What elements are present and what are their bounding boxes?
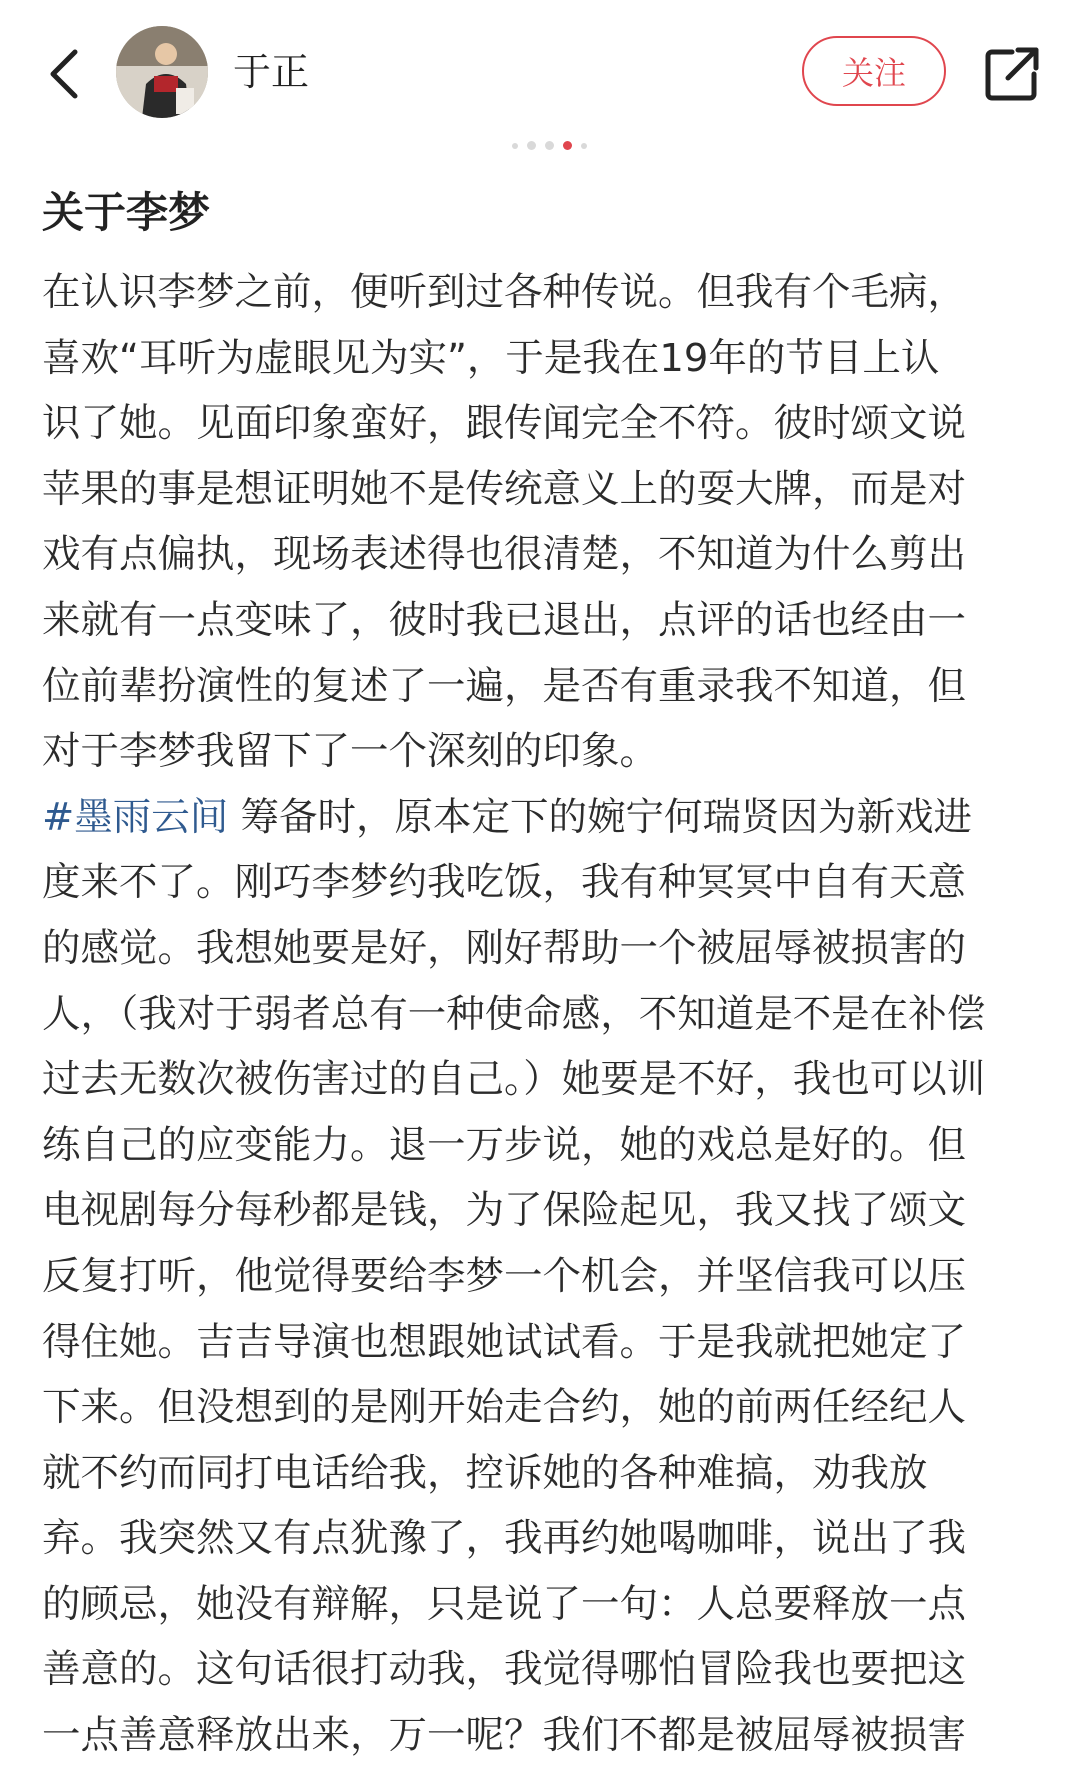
image-pager-dots [0, 141, 1080, 150]
back-button[interactable] [38, 38, 90, 110]
body-line: 喜欢“耳听为虚眼见为实”，于是我在19年的节目上认 [42, 335, 940, 381]
body-line-with-hashtag [42, 785, 1052, 851]
hashtag-link[interactable]: #墨雨云间 [42, 794, 229, 840]
body-line: 来就有一点变味了，彼时我已退出，点评的话也经由一 [42, 597, 967, 643]
share-external-icon [982, 44, 1042, 104]
body-line: 弃。我突然又有点犹豫了，我再约她喝咖啡，说出了我 [42, 1516, 967, 1562]
body-line: 人，（我对于弱者总有一种使命感，不知道是不是在补偿 [42, 991, 986, 1037]
pager-dot [512, 143, 518, 149]
body-line: 的顾忌，她没有辩解，只是说了一句：人总要释放一点 [42, 1581, 967, 1627]
body-line: 得住她。吉吉导演也想跟她试试看。于是我就把她定了 [42, 1319, 967, 1365]
avatar-image [116, 26, 208, 118]
body-line: 位前辈扮演性的复述了一遍，是否有重录我不知道，但 [42, 663, 967, 709]
body-line: 反复打听，他觉得要给李梦一个机会，并坚信我可以压 [42, 1253, 967, 1299]
body-line: 就不约而同打电话给我，控诉她的各种难搞，劝我放 [42, 1450, 928, 1496]
pager-dot-active [563, 141, 572, 150]
pager-dot [545, 141, 554, 150]
author-name[interactable]: 于正 [233, 50, 310, 94]
body-line: 在认识李梦之前，便听到过各种传说。但我有个毛病， [42, 270, 967, 315]
body-line: 善意的。这句话很打动我，我觉得哪怕冒险我也要把这 [42, 1647, 967, 1693]
body-line: 戏有点偏执，现场表述得也很清楚，不知道为什么剪出 [42, 532, 967, 578]
author-avatar[interactable] [116, 26, 208, 118]
post-body [42, 260, 1052, 1769]
share-button[interactable] [982, 44, 1042, 104]
chevron-left-icon [47, 48, 81, 100]
pager-dot [581, 143, 587, 149]
body-line: 对于李梦我留下了一个深刻的印象。 [42, 729, 659, 775]
pager-dot [527, 141, 536, 150]
body-line: 度来不了。刚巧李梦约我吃饭，我有种冥冥中自有天意 [42, 860, 967, 906]
body-line: 识了她。见面印象蛮好，跟传闻完全不符。彼时颂文说 [42, 401, 967, 447]
body-line: 苹果的事是想证明她不是传统意义上的耍大牌，而是对 [42, 466, 967, 512]
body-line: 下来。但没想到的是刚开始走合约，她的前两任经纪人 [42, 1385, 967, 1431]
body-line-text: 筹备时，原本定下的婉宁何瑞贤因为新戏进 [228, 794, 973, 840]
post-title: 关于李梦 [42, 188, 211, 237]
top-bar [0, 0, 1080, 140]
body-line: 过去无数次被伤害过的自己。）她要是不好，我也可以训 [42, 1057, 986, 1103]
body-line: 练自己的应变能力。退一万步说，她的戏总是好的。但 [42, 1122, 967, 1168]
body-line: 的感觉。我想她要是好，刚好帮助一个被屈辱被损害的 [42, 925, 967, 971]
follow-button[interactable]: 关注 [802, 36, 946, 106]
body-line: 一点善意释放出来，万一呢？我们不都是被屈辱被损害 [42, 1713, 967, 1759]
body-line: 电视剧每分每秒都是钱，为了保险起见，我又找了颂文 [42, 1188, 967, 1234]
